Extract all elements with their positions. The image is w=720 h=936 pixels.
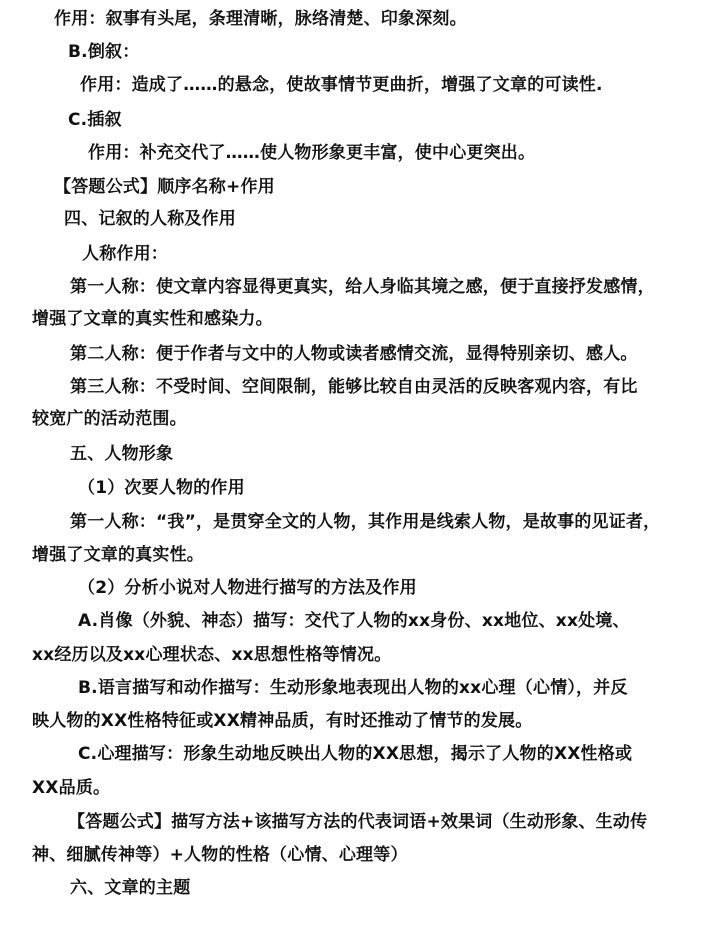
text-line: 作用：叙事有头尾，条理清晰，脉络清楚、印象深刻。 [54, 9, 467, 29]
section-heading: 五、人物形象 [70, 444, 174, 464]
text-line: 第一人称：使文章内容显得更真实，给人身临其境之感，便于直接抒发感情， [70, 277, 655, 297]
text-line: 增强了文章的真实性和感染力。 [32, 309, 273, 329]
text-line: 【答题公式】顺序名称+作用 [54, 177, 275, 197]
text-line: 第三人称：不受时间、空间限制，能够比较自由灵活的反映客观内容，有比 [70, 377, 638, 397]
text-line: xx经历以及xx心理状态、xx思想性格等情况。 [32, 645, 392, 665]
text-line: A.肖像（外貌、神态）描写：交代了人物的xx身份、xx地位、xx处境、 [78, 611, 630, 631]
text-line: 映人物的XX性格特征或XX精神品质，有时还推动了情节的发展。 [32, 711, 533, 731]
text-line: B.语言描写和动作描写：生动形象地表现出人物的xx心理（心情），并反 [78, 678, 628, 698]
text-line: C.插叙 [68, 110, 122, 130]
text-line: C.心理描写：形象生动地反映出人物的XX思想，揭示了人物的XX性格或 [78, 744, 633, 764]
text-line: （1）次要人物的作用 [78, 478, 245, 498]
text-line: （2）分析小说对人物进行描写的方法及作用 [78, 578, 417, 598]
text-line: 增强了文章的真实性。 [32, 545, 204, 565]
text-line: XX品质。 [32, 778, 111, 798]
text-line: 作用：补充交代了……使人物形象更丰富，使中心更突出。 [88, 143, 536, 163]
text-line: 第一人称：“我”，是贯穿全文的人物，其作用是线索人物，是故事的见证者， [70, 512, 661, 532]
section-heading: 四、记叙的人称及作用 [64, 209, 236, 229]
text-line: 人称作用： [82, 244, 168, 264]
section-heading: 六、文章的主题 [70, 878, 191, 898]
text-line: 神、细腻传神等）+人物的性格（心情、心理等） [32, 845, 408, 865]
text-line: B.倒叙： [68, 42, 140, 62]
text-line: 【答题公式】描写方法+该描写方法的代表词语+效果词（生动形象、生动传 [68, 812, 648, 832]
text-line: 较宽广的活动范围。 [32, 409, 187, 429]
text-line: 作用：造成了……的悬念，使故事情节更曲折，增强了文章的可读性. [80, 75, 603, 95]
text-line: 第二人称：便于作者与文中的人物或读者感情交流，显得特别亲切、感人。 [70, 344, 638, 364]
